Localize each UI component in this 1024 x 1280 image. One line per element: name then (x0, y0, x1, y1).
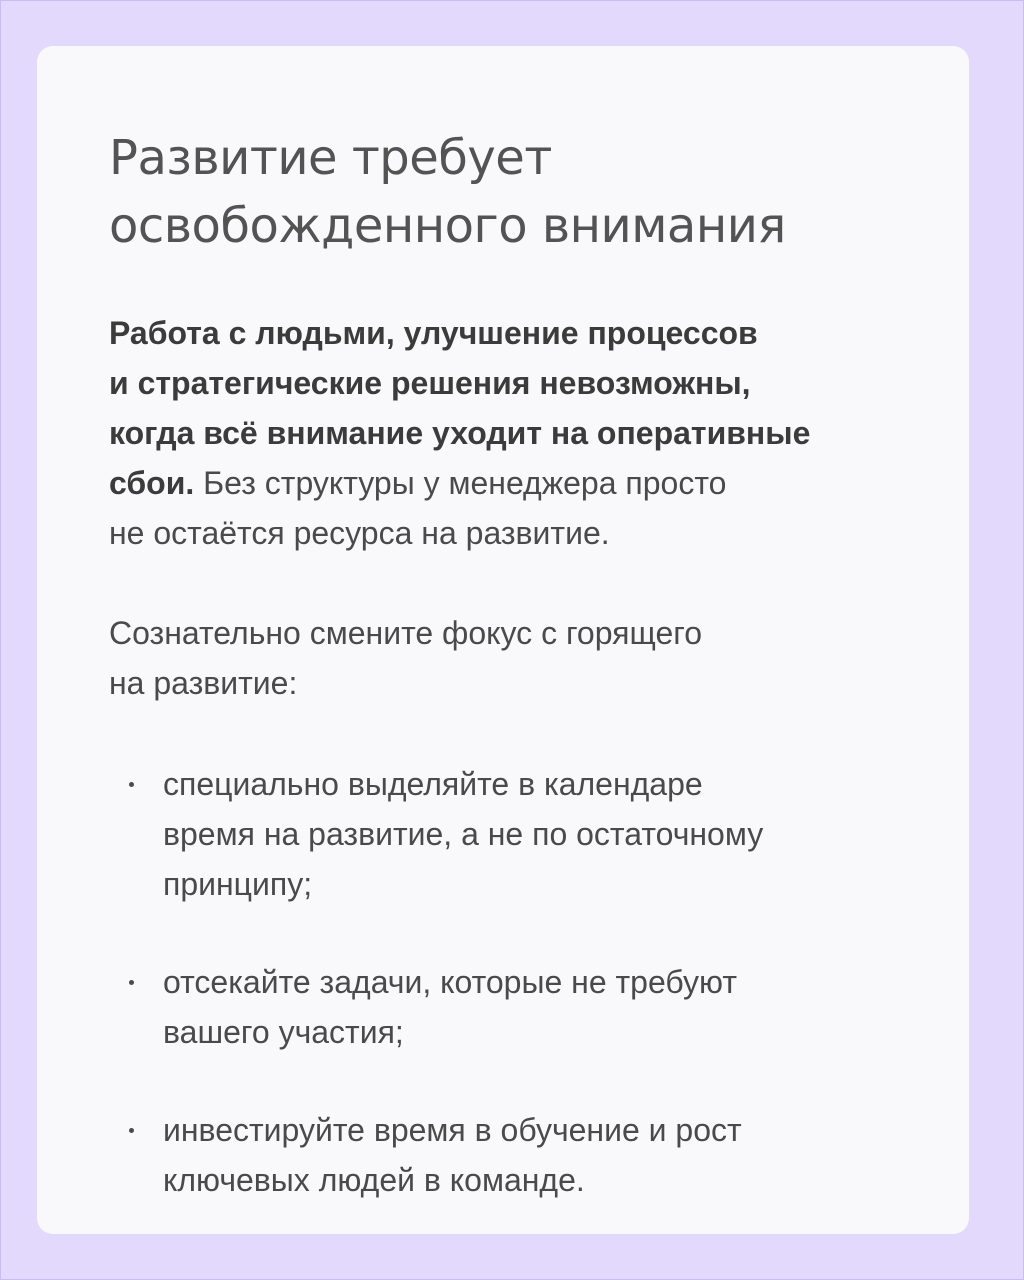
lead-bold-text: сбои. (109, 465, 195, 501)
title-line: освобожденного внимания (109, 198, 786, 254)
lead-bold-text: Работа с людьми, улучшение процессов (109, 315, 758, 351)
lead-text: Без структуры у менеджера просто (194, 465, 727, 501)
list-item (109, 957, 929, 1057)
list-item-line: принципу; (163, 866, 313, 902)
lead-line (109, 308, 929, 358)
content-card (37, 46, 969, 1234)
focus-line: на развитие: (109, 665, 298, 701)
lead-bold-text: и стратегические решения невозможны, (109, 365, 751, 401)
bullet-icon (129, 782, 134, 787)
lead-line (109, 408, 929, 458)
lead-line (109, 358, 929, 408)
list-item-line: ключевых людей в команде. (163, 1162, 585, 1198)
list-item-line: инвестируйте время в обучение и рост (163, 1112, 742, 1148)
lead-bold-text: когда всё внимание уходит на оперативные (109, 415, 811, 451)
lead-line: не остаётся ресурса на развитие. (109, 515, 610, 551)
lead-paragraph (109, 308, 929, 558)
list-item (109, 1105, 929, 1205)
page-title (109, 124, 929, 260)
title-line: Развитие требует (109, 130, 552, 186)
list-item-line: специально выделяйте в календаре (163, 766, 703, 802)
list-item-line: отсекайте задачи, которые не требуют (163, 964, 737, 1000)
bullet-list (109, 759, 929, 1205)
bullet-icon (129, 1128, 134, 1133)
focus-line: Сознательно смените фокус с горящего (109, 615, 703, 651)
list-item-line: вашего участия; (163, 1014, 404, 1050)
list-item-line: время на развитие, а не по остаточному (163, 816, 764, 852)
focus-paragraph (109, 608, 929, 708)
lead-line (109, 458, 929, 508)
bullet-icon (129, 980, 134, 985)
list-item (109, 759, 929, 909)
